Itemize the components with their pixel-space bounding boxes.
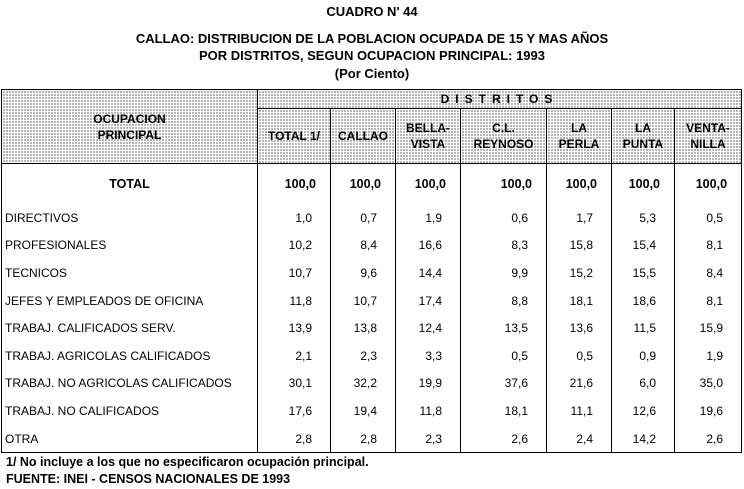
table-row [2,425,742,453]
cell-value: 18,1 [547,287,612,315]
cell-value: 100,0 [331,164,396,205]
row-label: OTRA [2,425,258,453]
cell-value: 15,5 [612,259,675,287]
table-row [2,232,742,260]
table-title-line-1: CALLAO: DISTRIBUCION DE LA POBLACION OCUPADA DE 15 Y MAS AÑOS [135,31,609,46]
cell-value: 10,7 [258,259,331,287]
cell-value: 0,7 [331,204,396,232]
cell-value: 18,1 [461,397,547,425]
cell-value: 0,6 [461,204,547,232]
column-header-line-2: NILLA [690,137,726,151]
cell-value: 17,4 [396,287,461,315]
cell-value: 100,0 [675,164,742,205]
cell-value: 2,8 [258,425,331,453]
cell-value: 8,1 [675,287,742,315]
cell-value: 2,6 [461,425,547,453]
cell-value: 32,2 [331,370,396,398]
cell-value: 15,2 [547,259,612,287]
column-header-line-1: LA [635,121,651,135]
column-header-total [258,109,331,164]
cell-value: 13,6 [547,314,612,342]
data-table [1,89,742,453]
cell-value: 5,3 [612,204,675,232]
cell-value: 100,0 [258,164,331,205]
table-row [2,287,742,315]
row-header [2,90,258,164]
cell-value: 6,0 [612,370,675,398]
column-header-line-2: PERLA [558,137,600,151]
cell-value: 0,5 [675,204,742,232]
cell-value: 15,9 [675,314,742,342]
table-row [2,204,742,232]
table-title-line-2: POR DISTRITOS, SEGUN OCUPACION PRINCIPAL: 1993 [199,48,545,63]
cell-value: 37,6 [461,370,547,398]
cell-value: 2,8 [331,425,396,453]
cell-value: 100,0 [396,164,461,205]
table-row [2,314,742,342]
cell-value: 8,8 [461,287,547,315]
group-header-distritos: DISTRITOS [258,90,742,109]
cell-value: 0,5 [547,342,612,370]
cell-value: 14,4 [396,259,461,287]
table-row [2,397,742,425]
column-header-line-1: CALLAO [338,129,388,143]
column-header-line-1: LA [571,121,587,135]
row-label: JEFES Y EMPLEADOS DE OFICINA [2,287,258,315]
cell-value: 100,0 [547,164,612,205]
cell-value: 3,3 [396,342,461,370]
cell-value: 13,5 [461,314,547,342]
cell-value: 1,7 [547,204,612,232]
cell-value: 21,6 [547,370,612,398]
cell-value: 8,4 [331,232,396,260]
row-label: TRABAJ. AGRICOLAS CALIFICADOS [2,342,258,370]
cell-value: 12,4 [396,314,461,342]
cell-value: 16,6 [396,232,461,260]
row-header-line-1: OCUPACION [93,111,166,126]
cell-value: 19,9 [396,370,461,398]
table-unit: (Por Ciento) [334,66,410,81]
cell-value: 2,3 [331,342,396,370]
table-number: CUADRO N' 44 [326,4,418,19]
cell-value: 2,4 [547,425,612,453]
row-label: TRABAJ. NO AGRICOLAS CALIFICADOS [2,370,258,398]
column-header-line-1: TOTAL 1/ [267,129,320,143]
table-row [2,342,742,370]
cell-value: 8,4 [675,259,742,287]
cell-value: 100,0 [612,164,675,205]
cell-value: 11,8 [258,287,331,315]
column-header-bellavista [396,109,461,164]
cell-value: 18,6 [612,287,675,315]
source-note: FUENTE: INEI - CENSOS NACIONALES DE 1993 [6,472,291,486]
row-label: TRABAJ. NO CALIFICADOS [2,397,258,425]
column-header-line-1: VENTA- [686,121,730,135]
cell-value: 14,2 [612,425,675,453]
cell-value: 100,0 [461,164,547,205]
row-label: TOTAL [2,164,258,205]
table-row [2,370,742,398]
cell-value: 9,6 [331,259,396,287]
cell-value: 2,3 [396,425,461,453]
table-row [2,259,742,287]
row-label: TECNICOS [2,259,258,287]
cell-value: 0,9 [612,342,675,370]
cell-value: 19,4 [331,397,396,425]
cell-value: 1,9 [396,204,461,232]
column-header-callao [331,109,396,164]
cell-value: 9,9 [461,259,547,287]
cell-value: 13,9 [258,314,331,342]
footnote: 1/ No incluye a los que no especificaron ocupación principal. [6,455,369,469]
cell-value: 11,8 [396,397,461,425]
cell-value: 11,1 [547,397,612,425]
cell-value: 2,6 [675,425,742,453]
column-header-line-1: BELLA- [406,121,450,135]
cell-value: 12,6 [612,397,675,425]
row-label: PROFESIONALES [2,232,258,260]
table-row-total [2,164,742,205]
column-header-line-2: REYNOSO [473,137,534,151]
cell-value: 2,1 [258,342,331,370]
cell-value: 19,6 [675,397,742,425]
cell-value: 0,5 [461,342,547,370]
cell-value: 10,2 [258,232,331,260]
column-header-la-punta [612,109,675,164]
row-header-line-2: PRINCIPAL [97,127,162,142]
cell-value: 13,8 [331,314,396,342]
row-label: DIRECTIVOS [2,204,258,232]
cell-value: 17,6 [258,397,331,425]
cell-value: 30,1 [258,370,331,398]
column-header-line-2: VISTA [410,137,446,151]
column-header-line-1: C.L. [492,121,515,135]
cell-value: 35,0 [675,370,742,398]
column-header-ventanilla [675,109,742,164]
column-header-line-2: PUNTA [622,137,664,151]
cell-value: 15,8 [547,232,612,260]
cell-value: 15,4 [612,232,675,260]
cell-value: 8,3 [461,232,547,260]
cell-value: 8,1 [675,232,742,260]
row-label: TRABAJ. CALIFICADOS SERV. [2,314,258,342]
cell-value: 10,7 [331,287,396,315]
column-header-la-perla [547,109,612,164]
cell-value: 11,5 [612,314,675,342]
cell-value: 1,9 [675,342,742,370]
cell-value: 1,0 [258,204,331,232]
column-header-cl-reynoso [461,109,547,164]
